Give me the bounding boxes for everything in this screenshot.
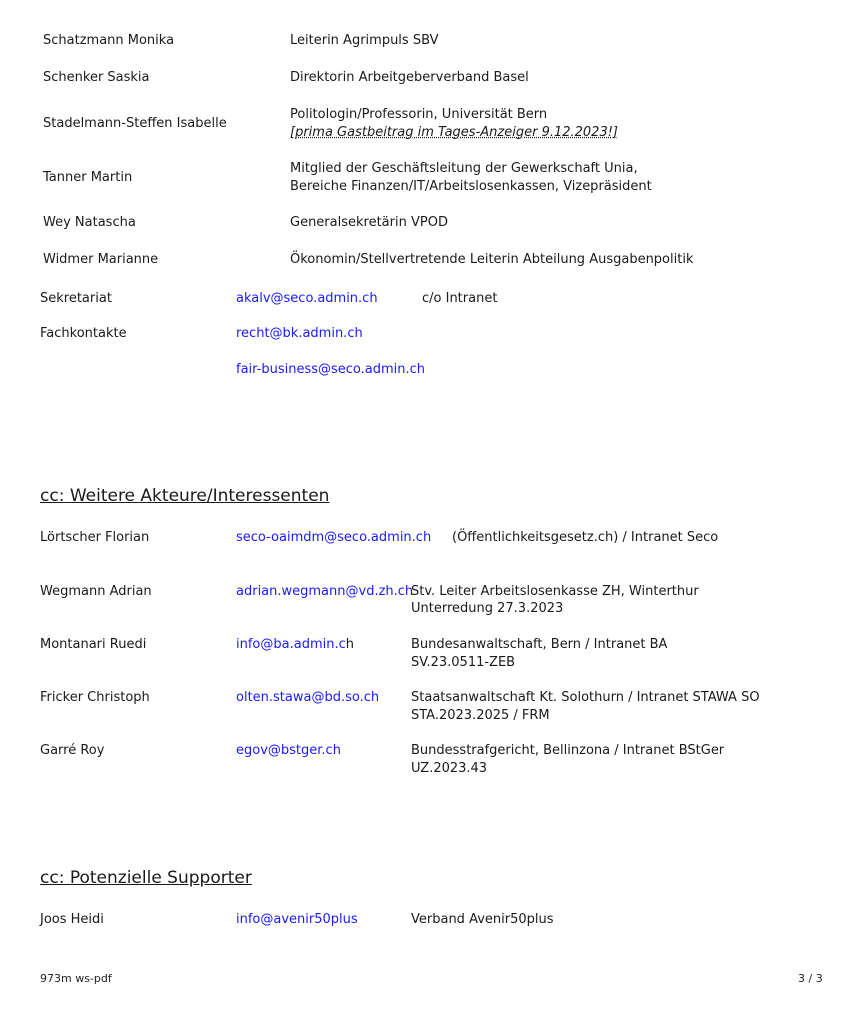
row-info: Unterredung 27.3.2023 [411, 601, 564, 616]
footer-left: 973m ws-pdf [40, 972, 112, 985]
row-info: Bundesstrafgericht, Bellinzona / Intranet BStGer [411, 743, 725, 758]
email-link[interactable] [236, 636, 354, 654]
member-name: Widmer Marianne [43, 252, 159, 267]
member-name: Schenker Saskia [43, 70, 150, 85]
section-heading-supporters: cc: Potenzielle Supporter [40, 868, 252, 888]
row-name: Fricker Christoph [40, 690, 150, 705]
row-info: Verband Avenir50plus [411, 912, 554, 927]
member-name: Wey Natascha [43, 215, 136, 230]
member-role: Bereiche Finanzen/IT/Arbeitslosenkassen, Vizepräsident [290, 179, 652, 194]
row-info: Bundesanwaltschaft, Bern / Intranet BA [411, 637, 668, 652]
email-link[interactable]: fair-business@seco.admin.ch [236, 362, 426, 377]
row-name: Montanari Ruedi [40, 637, 147, 652]
member-name: Tanner Martin [43, 170, 133, 185]
row-name: Garré Roy [40, 743, 105, 758]
row-name: Wegmann Adrian [40, 584, 152, 599]
section-heading-others: cc: Weitere Akteure/Interessenten [40, 486, 330, 506]
contact-extra: c/o Intranet [422, 291, 498, 306]
member-role: Generalsekretärin VPOD [290, 215, 448, 230]
email-link[interactable]: seco-oaimdm@seco.admin.ch [236, 530, 432, 545]
row-info: STA.2023.2025 / FRM [411, 708, 550, 723]
row-info: UZ.2023.43 [411, 761, 488, 776]
email-main: info@ba.admin.c [236, 637, 346, 652]
row-info: SV.23.0511-ZEB [411, 655, 516, 670]
email-link[interactable]: info@avenir50plus [236, 912, 358, 927]
row-name: Joos Heidi [40, 912, 104, 927]
email-link[interactable]: adrian.wegmann@vd.zh.ch [236, 584, 414, 599]
row-info: Staatsanwaltschaft Kt. Solothurn / Intranet STAWA SO [411, 690, 760, 705]
email-link[interactable]: olten.stawa@bd.so.ch [236, 690, 380, 705]
contact-label: Fachkontakte [40, 326, 127, 341]
page-number: 3 / 3 [798, 972, 823, 985]
member-name: Schatzmann Monika [43, 33, 175, 48]
row-info: (Öffentlichkeitsgesetz.ch) / Intranet Seco [452, 530, 719, 545]
member-role: Politologin/Professorin, Universität Bern [290, 107, 548, 122]
row-info: Stv. Leiter Arbeitslosenkasse ZH, Winterthur [411, 584, 699, 599]
email-tail: h [345, 637, 354, 652]
member-role: Ökonomin/Stellvertretende Leiterin Abteilung Ausgabenpolitik [290, 252, 694, 267]
email-link[interactable]: egov@bstger.ch [236, 743, 341, 758]
member-note: [prima Gastbeitrag im Tages-Anzeiger 9.12.2023!] [290, 125, 619, 140]
email-link[interactable]: recht@bk.admin.ch [236, 326, 363, 341]
member-role: Direktorin Arbeitgeberverband Basel [290, 70, 529, 85]
contact-label: Sekretariat [40, 291, 112, 306]
member-name: Stadelmann-Steffen Isabelle [43, 116, 227, 131]
member-role: Mitglied der Geschäftsleitung der Gewerkschaft Unia, [290, 161, 638, 176]
email-link[interactable]: akalv@seco.admin.ch [236, 291, 378, 306]
member-role: Leiterin Agrimpuls SBV [290, 33, 439, 48]
row-name: Lörtscher Florian [40, 530, 150, 545]
